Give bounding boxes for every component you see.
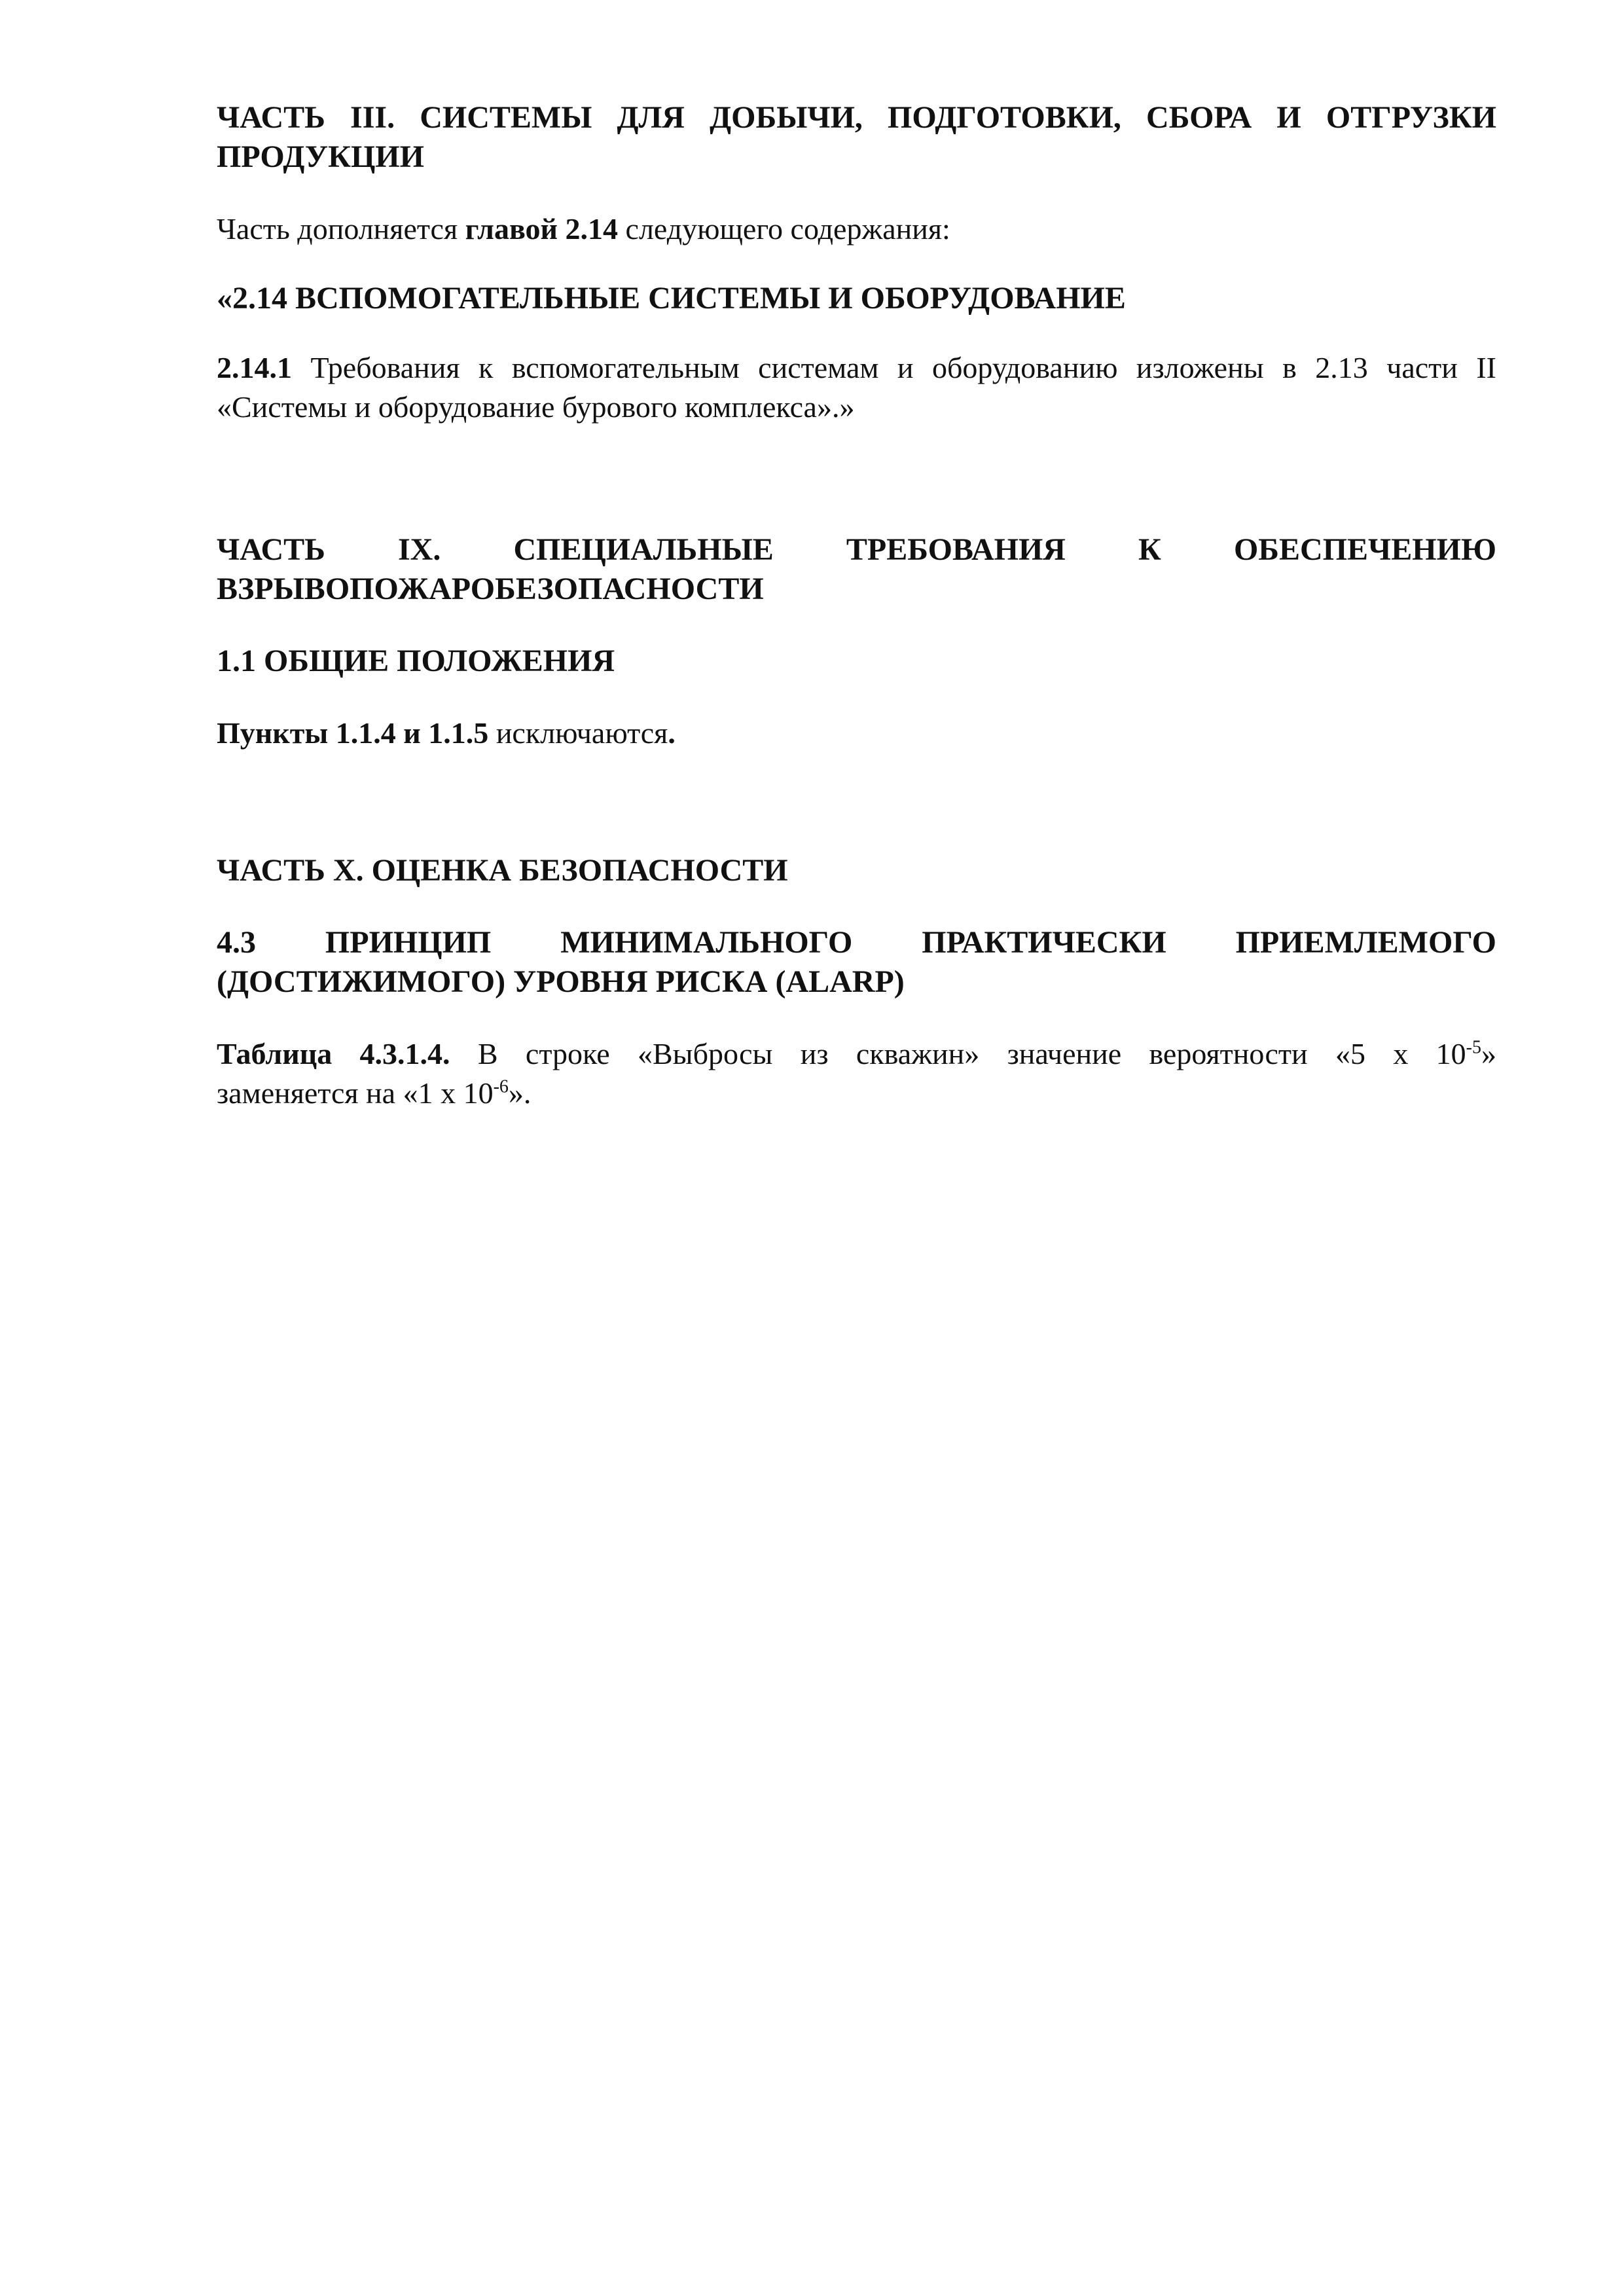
document-page	[217, 98, 1496, 1113]
exponent-new: -6	[493, 1076, 509, 1097]
chapter-2-14-heading: «2.14 ВСПОМОГАТЕЛЬНЫЕ СИСТЕМЫ И ОБОРУДОВАНИЕ	[217, 281, 1126, 316]
clause-number: 2.14.1	[217, 351, 292, 384]
table-4-3-1-4-note: Таблица 4.3.1.4. В строке «Выбросы из скважин» значение вероятности «5 х $10^{-5}$» заменяется на «1 х $10^{-6}$».	[217, 1037, 1496, 1110]
part3-heading	[217, 98, 1496, 177]
part9-heading-line2: ВЗРЫВОПОЖАРОБЕЗОПАСНОСТИ	[217, 572, 764, 606]
section-4-3-line1: 4.3 ПРИНЦИП МИНИМАЛЬНОГО ПРАКТИЧЕСКИ ПРИЕМЛЕМОГО	[217, 925, 1496, 960]
part9-heading-line1: ЧАСТЬ IX. СПЕЦИАЛЬНЫЕ ТРЕБОВАНИЯ К ОБЕСПЕЧЕНИЮ	[217, 532, 1496, 567]
section-4-3-line2: (ДОСТИЖИМОГО) УРОВНЯ РИСКА (ALARP)	[217, 964, 905, 999]
part3-intro: Часть дополняется главой 2.14 следующего содержания:	[217, 212, 950, 246]
part3-heading-line2: ПРОДУКЦИИ	[217, 139, 424, 174]
exponent-old: -5	[1466, 1037, 1481, 1058]
chapter-ref: главой 2.14	[465, 212, 619, 246]
part9-heading	[217, 530, 1496, 609]
part3-heading-line1: ЧАСТЬ III. СИСТЕМЫ ДЛЯ ДОБЫЧИ, ПОДГОТОВКИ, СБОРА И ОТГРУЗКИ	[217, 100, 1496, 135]
section-4-3-heading	[217, 923, 1496, 1002]
part10-heading: ЧАСТЬ X. ОЦЕНКА БЕЗОПАСНОСТИ	[217, 853, 788, 888]
section-1-1-heading: 1.1 ОБЩИЕ ПОЛОЖЕНИЯ	[217, 644, 615, 678]
clause-2-14-1: 2.14.1 Требования к вспомогательным системам и оборудованию изложены в 2.13 части II «Системы и оборудование бурового комплекса».»	[217, 351, 1496, 424]
table-ref: Таблица 4.3.1.4.	[217, 1037, 450, 1070]
part9-note: Пункты 1.1.4 и 1.1.5 исключаются.	[217, 716, 676, 750]
